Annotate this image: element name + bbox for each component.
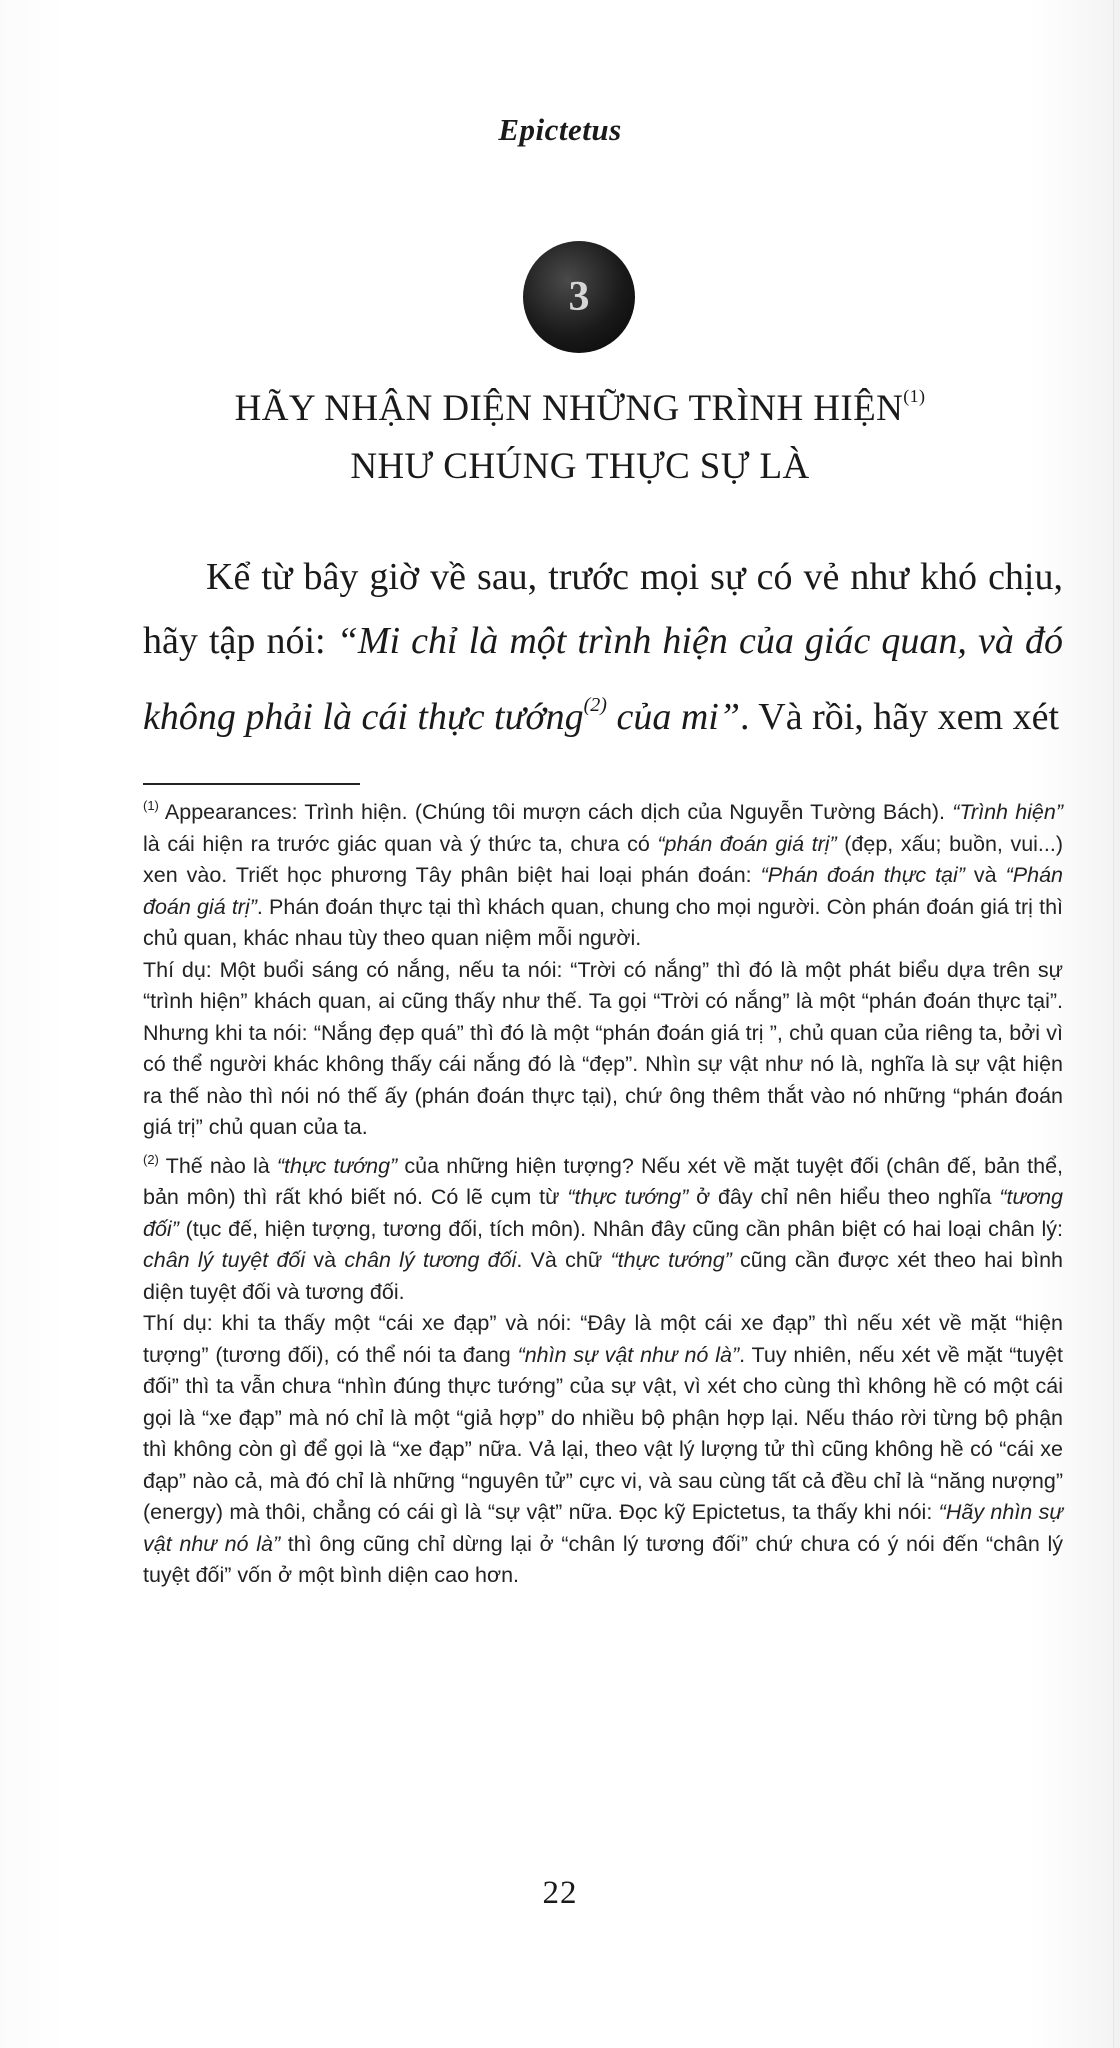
fn2-text: . Và chữ [516,1248,611,1272]
chapter-number: 3 [568,274,590,320]
fn1-term: “Trình hiện” [952,800,1063,824]
chapter-title [120,367,1040,496]
running-header: Epictetus [498,112,622,147]
body-quote-b: của mi” [606,696,740,738]
body-paragraph [143,545,1063,749]
fn1-text: . Phán đoán thực tại thì khách quan, chung cho mọi người. Còn phán đoán giá trị thì chủ quan, khác nhau tùy theo quan niệm mỗi người. [143,894,1063,950]
fn2-term: chân lý tuyệt đối [143,1248,306,1272]
fn1-text: Appearances: Trình hiện. (Chúng tôi mượn cách dịch của Nguyễn Tường Bách). [158,800,953,824]
footnotes [143,790,1063,1592]
body-quote-a: “Mi chỉ là một trình hiện của giác quan, và đó không phải là cái thực tướng [143,620,1063,738]
ex2-text: . Tuy nhiên, nếu xét về mặt “tuyệt đối” thì ta vẫn chưa “nhìn đúng thực tướng” của sự vật, vì xét cho cùng thì không hề có một cái gọi là “xe đạp” mà nó chỉ là một “giả hợp” do nhiều bộ phận hợp lại. Nếu tháo rời từng bộ phận thì không còn gì để gọi là “xe đạp” nữa. Vả lại, theo vật lý lượng tử thì cũng không hề có “cái xe đạp” nào cả, mà đó chỉ là những “nguyên tử” cực vi, và sau cùng tất cả đều chỉ là “năng nượng” (energy) mà thôi, chẳng có cái gì là “sự vật” nữa. Đọc kỹ Epictetus, ta thấy khi nói: [143,1342,1063,1524]
fn2-text: của những hiện tượng? Nếu xét về mặt tuyệt đối (chân đế, bản thể, bản môn) thì rất khó biết nó. Có lẽ cụm từ [143,1153,1063,1209]
page-number: 22 [542,1875,578,1911]
fn1-text: và [964,863,1006,887]
footnote-2-example [143,1308,1063,1592]
footnote-1-example: Thí dụ: Một buổi sáng có nắng, nếu ta nói: “Trời có nắng” thì đó là một phát biểu dựa trên sự “trình hiện” khách quan, ai cũng thấy như thế. Ta gọi “Trời có nắng” là một “phán đoán thực tại”. Nhưng khi ta nói: “Nắng đẹp quá” thì đó là một “phán đoán giá trị ”, chủ quan của riêng ta, bởi vì có thể người khác không thấy cái nắng đó là “đẹp”. Nhìn sự vật như nó là, nghĩa là sự vật hiện ra thế nào thì nói nó thế ấy (phán đoán thực tại), chứ ông thêm thắt vào nó những “phán đoán giá trị” chủ quan của ta. [143,957,1063,1139]
chapter-title-line-2: NHƯ CHÚNG THỰC SỰ LÀ [350,446,810,487]
fn1-term: “phán đoán giá trị” [657,831,837,856]
fn2-term: “thực tướng” [276,1153,398,1178]
fn1-term: “Phán đoán giá trị” [143,863,1063,919]
fn2-text: ở đây chỉ nên hiểu theo nghĩa [688,1185,1000,1209]
ex2-term: “Hãy nhìn sự vật như nó là” [143,1500,1063,1556]
fn2-term: “thực tướng” [567,1185,689,1209]
fn2-text: và [305,1248,345,1272]
fn1-term: “Phán đoán thực tại” [760,863,965,887]
footnote-2 [143,1144,1063,1309]
fn2-term: “tương đối” [143,1185,1063,1241]
fn1-text: (đẹp, xấu; buồn, vui...) xen vào. Triết học phương Tây phân biệt hai loại phán đoán: [143,831,1064,887]
fn2-term: “thực tướng” [610,1248,732,1272]
ex2-text: thì ông cũng chỉ dừng lại ở “chân lý tương đối” chứ chưa có ý nói đến “chân lý tuyệt đối” vốn ở một bình diện cao hơn. [143,1531,1063,1587]
footnote-1-marker: (1) [143,798,159,813]
ex2-term: “nhìn sự vật như nó là” [517,1342,740,1367]
footnote-ref-1: (1) [903,386,926,406]
fn2-text: Thế nào là [158,1153,277,1178]
chapter-title-line-1 [120,367,1040,438]
ex2-text: Thí dụ: khi ta thấy một “cái xe đạp” và nói: “Đây là một cái xe đạp” thì nếu xét về mặt “hiện tượng” (tương đối), có thể nói ta đang [143,1311,1063,1367]
body-text-start: Kể từ bây giờ về sau, trước mọi sự có vẻ như khó chịu, hãy tập nói: [143,556,1063,662]
footnote-1 [143,790,1063,955]
fn2-text: (tục đế, hiện tượng, tương đối, tích môn). Nhân đây cũng cần phân biệt có hai loại chân lý: [178,1216,1063,1241]
chapter-title-line-1-text: HÃY NHẬN DIỆN NHỮNG TRÌNH HIỆN [234,388,904,429]
footnote-separator [143,783,360,785]
chapter-number-badge [523,241,635,353]
fn1-text: là cái hiện ra trước giác quan và ý thức ta, chưa có [143,831,658,856]
body-text-end: . Và rồi, hãy xem xét [739,696,1060,738]
page-edge [1113,0,1120,2048]
fn2-text: cũng cần được xét theo hai bình diện tuyệt đối và tương đối. [143,1248,1063,1304]
footnote-2-marker: (2) [143,1151,159,1167]
footnote-ref-2: (2) [583,694,607,716]
fn2-term: chân lý tương đối [344,1248,517,1272]
